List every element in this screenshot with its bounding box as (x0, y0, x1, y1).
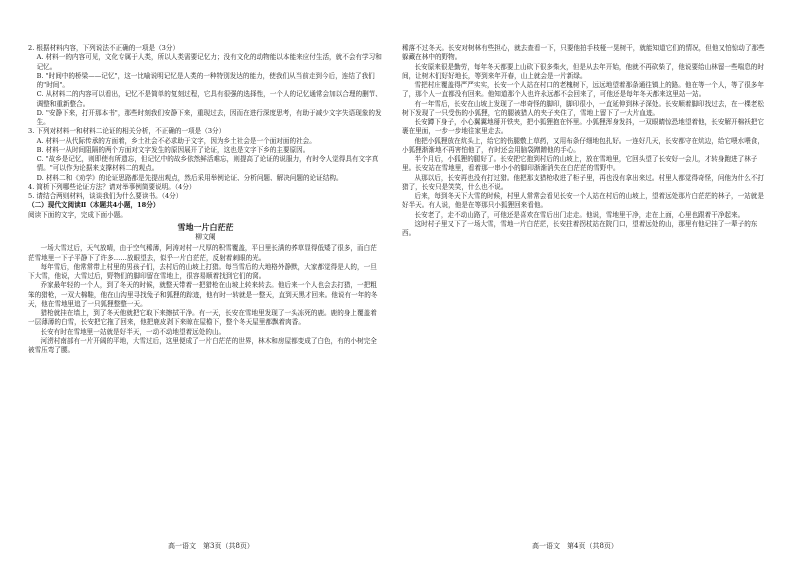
question-4: 4. 简析下列哪些论证方法？请对举事例简要说明。（4分） (28, 182, 196, 191)
story-paragraph: 从那以后，长安再也没有打过猎。他把那支猎枪收进了柜子里，再也没有拿出来过。村里人都觉得奇怪，问他为什么不打猎了，长安只是笑笑，什么也不说。 (402, 173, 764, 191)
option-2d: D. "安静下来，打开那本书"，那些时刻我们安静下来，重现过去，因而在进行深度思考，有助于减少文字失语现象的发生。 (36, 108, 382, 126)
option-2b: B. "时间中的桥梁——记忆"，这一比喻说明记忆是人类的一种特别发达的能力，使我们从当前走到今后，连结了我们的"时间"。 (36, 71, 375, 89)
story-paragraph: 长安原来很是勤劳，每年冬天都要上山砍下很多柴火，但是从去年开始，他就不再砍柴了，他说要给山林留一些喘息的时间，让树木们好好地长，等到来年开春，山上就会是一片新绿。 (402, 62, 764, 80)
story-paragraph: 乔家最年轻的一个人，到了冬天的时候，就整天带着一把猎枪在山坡上转来转去。他后来一个人也会去打猎，一把粗笨的猎枪，一双大棉鞋，他在山沟里寻找兔子和狐狸的踪迹，他有时一转就是一整天，直到天黑才回来。他说有一年的冬天，他在雪地里追了一只狐狸整整一天。 (28, 281, 378, 308)
option-3d: D. 材料二和《劝学》的论证思路都是先提出观点，然后采用举例论证、分析问题、解决问题的论证结构。 (36, 173, 343, 182)
option-3b: B. 材料一从时间阻隔的两个方面对文字发生的原因展开了论证，这也是文字下乡的主要原因。 (36, 145, 310, 154)
story-paragraph: 长安蹲下身子，小心翼翼地掰开铁夹，把小狐狸抱在怀里。小狐狸浑身发抖，一双眼睛惊恐地望着他，长安解开棉袄把它裹在里面，一步一步地往家里走去。 (402, 118, 764, 136)
page-footer-left: 高一语文 第3页（共8页） (168, 542, 254, 550)
question-2: 2. 根据材料内容，下列说法不正确的一项是（3分） (28, 44, 180, 52)
right-page (402, 44, 770, 238)
story-paragraph: 雪把村庄覆盖得严严实实，长安一个人站在村口的老槐树下，远远地望着那条通往镇上的路。他在等一个人，等了很多年了，那个人一直都没有回来。他知道那个人也许永远都不会回来了，可他还是每年冬天都来这里站一站。 (402, 81, 764, 99)
story-paragraph: 一场大雪过后，天气放晴，由于空气稀薄，阿涛对村一尺厚的积雪覆盖，平日里长满的荞草显得低矮了很多，而白茫茫雪地里一下子平静下了许多……放眼望去，似乎一片白茫茫，反射着刺眼的光。 (28, 244, 377, 262)
option-2c: C. 从材料二的内容可以看出，记忆不是简单的复刻过程，它具有很强的选择性，一个人的记忆通常会加以合理的删节、调整和重新整合。 (36, 90, 382, 108)
story-paragraph: 每年雪后，他常常带上村里的男孩子们，去村后的山坡上打猎。每当雪后的大地格外静默，大家都觉得是人的，一旦下大雪，他说，大雪过后，野物们的脚印留在雪地上，很容易顺着找到它们的窝。 (28, 262, 377, 280)
story-title: 雪地一片白茫茫 (177, 221, 234, 232)
story-paragraph: 稀落不过冬天。长安对树林有些担心，就去查看一下，只要他拍手枝桠一晃树干，就能知道它们的情况，但他又怕惊动了那些躲藏在林中的野物。 (402, 44, 765, 62)
story-paragraph: 长安有时在雪地里一站就是好半天，一动不动地望着远处的山。 (40, 327, 226, 336)
option-3c: C. "故乡是记忆，则即使有所遗忘，但记忆中的故乡依然鲜活难忘，则提高了论证的说服力，有时令人觉得具有文字真情。"可以作为论据来支撑材料二的观点。 (36, 155, 379, 173)
story-paragraph: 猎枪就挂在墙上，到了冬天他就把它取下来擦拭干净。有一天，长安在雪地里发现了一头冻死的鹿。鹿的身上覆盖着一层薄薄的白雪，长安把它拖了回来，他把鹿皮剥下来晾在屋檐下，整个冬天屋里都飘着肉香。 (28, 309, 377, 327)
option-2a: A. 材料一的内容可见，文化专属于人类，所以人类需要记忆力；没有文化的动物能以本能来应付生活，就不会有学习和记忆。 (36, 53, 382, 71)
story-paragraph: 有一年雪后，长安在山坡上发现了一串奇怪的脚印，脚印很小，一直延伸到林子深处。长安顺着脚印找过去，在一棵老松树下发现了一只受伤的小狐狸，它的腿被猎人的夹子夹住了，雪地上留下了一大片血迹。 (402, 99, 764, 117)
question-3: 3. 下列对材料一和材料二论证的相关分析，不正确的一项是（3分） (28, 127, 226, 136)
page-footer-right: 高一语文 第4页（共8页） (532, 542, 618, 550)
story-author: 柳文阑 (195, 233, 216, 241)
story-paragraph: 他把小狐狸放在炕头上，给它的伤腿敷上草药，又用布条仔细地包扎好。一连好几天，长安都守在炕边，给它喂水喂食，小狐狸渐渐地不再害怕他了，有时还会用脑袋蹭蹭他的手心。 (402, 136, 764, 154)
story-paragraph: 后来，每到冬天下大雪的时候，村里人常常会看见长安一个人站在村后的山坡上，望着远处那片白茫茫的林子，一站就是好半天。有人说，他是在等那只小狐狸回来看他。 (402, 192, 764, 210)
section-heading: （二）现代文阅读Ⅱ（本题共4小题，18分） (28, 201, 160, 210)
reading-instruction: 阅读下面的文字，完成下面小题。 (28, 210, 127, 219)
left-page (28, 44, 383, 355)
option-3a: A. 材料一从代际传承的方面着，乡土社会不必求助于文字，因为乡土社会是一个面对面的社会。 (36, 136, 316, 145)
story-paragraph: 半个月后，小狐狸的腿好了。长安把它抱到村后的山坡上，放在雪地里，它回头望了长安好一会儿，才转身跑进了林子里。长安站在雪地里，看着那一串小小的脚印渐渐消失在白茫茫的雪野中。 (402, 155, 758, 173)
story-paragraph: 这时村子里又下了一场大雪，雪地一片白茫茫，长安拄着拐杖站在院门口，望着远处的山，那里有他记挂了一辈子的东西。 (402, 219, 758, 237)
story-paragraph: 河涝村南部有一片开阔的平地，大雪过后，这里便成了一片白茫茫的世界，林木和房屋都变成了白色，有的小树完全被雪压弯了腰。 (28, 336, 377, 354)
question-5: 5. 请结合两则材料，谈谈我们为什么要读书。（4分） (28, 192, 183, 200)
story-paragraph: 长安老了，走不动山路了，可他还是喜欢在雪后出门走走。他说，雪地里干净，走在上面，心里也跟着干净起来。 (414, 210, 745, 219)
